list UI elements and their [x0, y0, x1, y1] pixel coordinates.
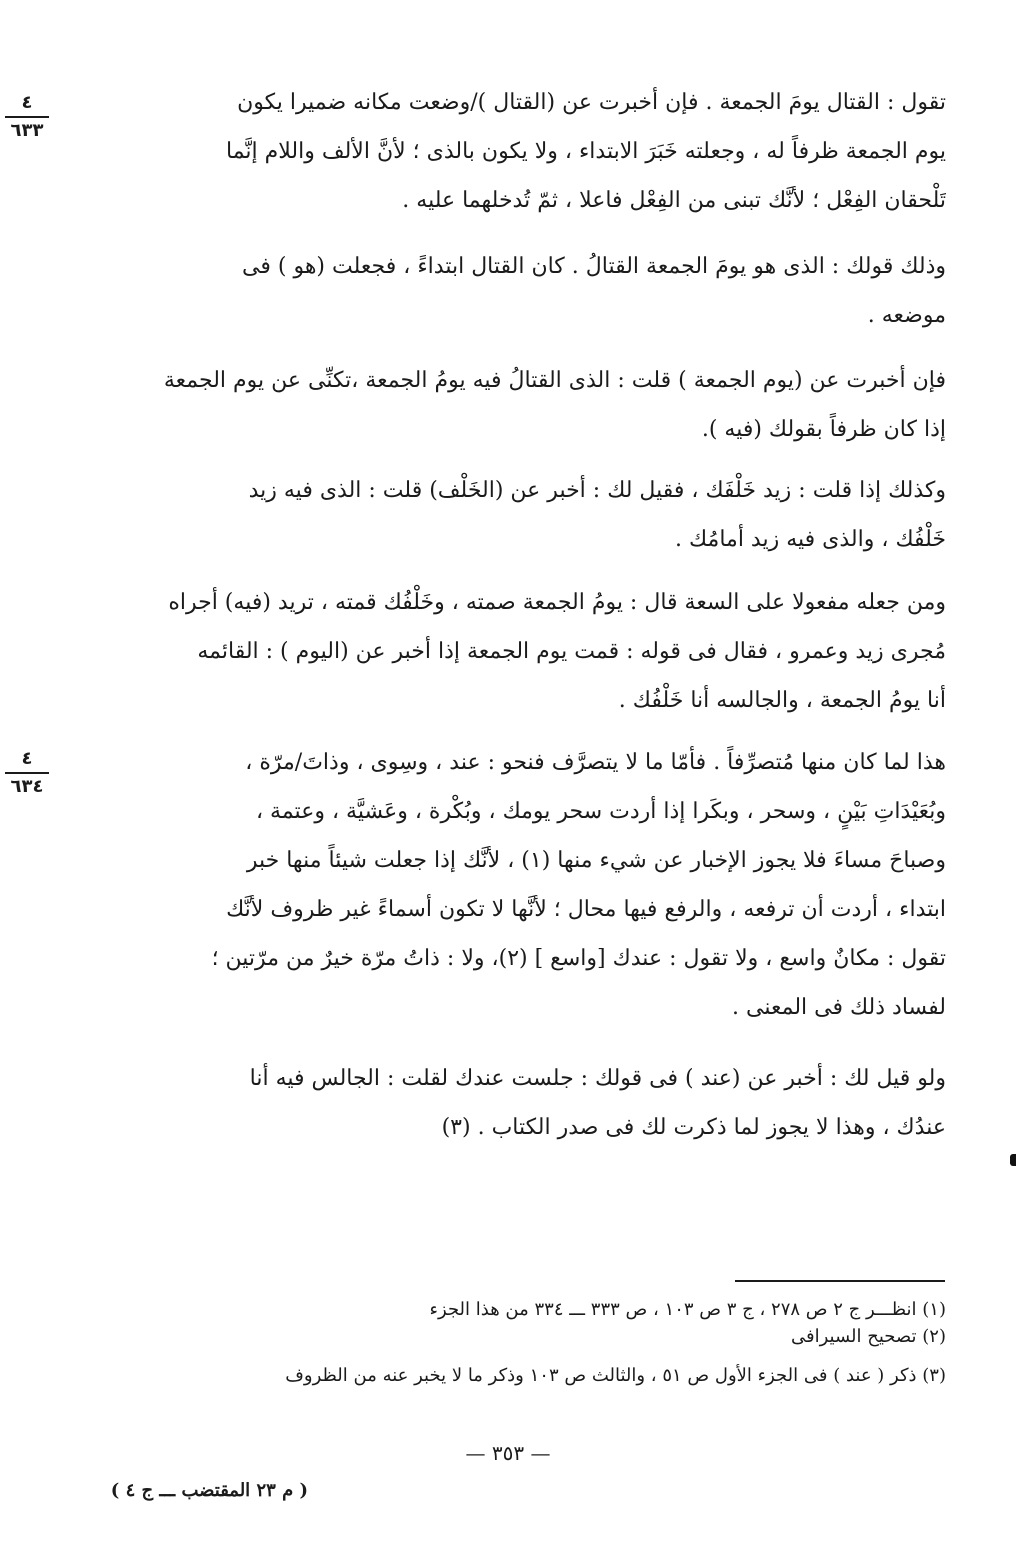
text-line: يوم الجمعة ظرفاً له ، وجعلته خَبَرَ الابتداء ، ولا يكون بالذى ؛ لأنَّ الألف واللام إنَّما	[225, 139, 946, 164]
margin-ref-page: ٦٣٤	[10, 776, 44, 797]
margin-ref-page: ٦٣٣	[10, 120, 44, 141]
text-line: ابتداء ، أردت أن ترفعه ، والرفع فيها محال ؛ لأنَّها لا تكون أسماءً غير ظروف لأنَّك	[226, 897, 946, 922]
text-line: تقول : القتال يومَ الجمعة . فإن أخبرت عن (القتال )/وضعت مكانه ضميرا يكون	[237, 90, 946, 115]
text-line: إذا كان ظرفاً بقولك (فيه ).	[701, 417, 946, 442]
text-line: أنا يومُ الجمعة ، والجالسه أنا خَلْفُك .	[618, 688, 946, 713]
text-line: وبُعَيْدَاتِ بَيْنٍ ، وسحر ، وبكَرا إذا أردت سحر يومك ، وبُكْرة ، وعَشيَّة ، وعتمة ،	[255, 799, 946, 824]
paragraph-1	[70, 78, 946, 225]
paragraph-2	[70, 242, 946, 340]
scan-edge-mark	[1010, 1154, 1016, 1166]
text-line: خَلْفُك ، والذى فيه زيد أمامُك .	[675, 527, 946, 552]
footnote-separator	[735, 1280, 945, 1282]
footnotes	[90, 1296, 946, 1389]
paragraph-7	[70, 1054, 946, 1152]
footnote-3: (٣) ذكر ( عند ) فى الجزء الأول ص ٥١ ، والثالث ص ١٠٣ وذكر ما لا يخبر عنه من الظروف	[285, 1365, 946, 1386]
text-line: مُجرى زيد وعمرو ، فقال فى قوله : قمت يوم الجمعة إذا أخبر عن (اليوم ) : القائمه	[197, 639, 946, 664]
paragraph-4	[70, 466, 946, 564]
page-number: — ٣٥٣ —	[465, 1441, 551, 1465]
text-line: فإن أخبرت عن (يوم الجمعة ) قلت : الذى القتالُ فيه يومُ الجمعة ،تكنِّى عن يوم الجمعة	[163, 368, 946, 393]
margin-reference-634	[2, 748, 52, 798]
margin-ref-volume: ٤	[21, 748, 33, 769]
footnote-2: (٢) تصحيح السيرافى	[791, 1326, 946, 1347]
margin-ref-divider	[5, 772, 49, 774]
text-line: موضعه .	[867, 303, 946, 328]
margin-reference-633	[2, 92, 52, 142]
text-line: تَلْحقان الفِعْل ؛ لأنَّك تبنى من الفِعْل فاعلا ، ثمّ تُدخلهما عليه .	[402, 188, 946, 213]
footnote-1: (١) انظـــر ج ٢ ص ٢٧٨ ، ج ٣ ص ١٠٣ ، ص ٣٣٣ ـــ ٣٣٤ من هذا الجزء	[429, 1299, 946, 1320]
text-line: وذلك قولك : الذى هو يومَ الجمعة القتالُ . كان القتال ابتداءً ، فجعلت (هو ) فى	[242, 254, 946, 279]
text-line: ومن جعله مفعولا على السعة قال : يومُ الجمعة صمته ، وخَلْفُك قمته ، تريد (فيه) أجراه	[168, 590, 946, 615]
signature-line: ( م ٢٣ المقتضب ـــ ج ٤ )	[110, 1480, 308, 1501]
text-line: وكذلك إذا قلت : زيد خَلْفَك ، فقيل لك : أخبر عن (الخَلْف) قلت : الذى فيه زيد	[248, 478, 946, 503]
paragraph-3	[70, 356, 946, 454]
text-line: هذا لما كان منها مُتصرِّفاً . فأمّا ما لا يتصرَّف فنحو : عند ، وسِوى ، وذاتَ/مرّة ،	[245, 750, 946, 775]
margin-ref-divider	[5, 116, 49, 118]
text-line: لفساد ذلك فى المعنى .	[732, 995, 946, 1020]
text-line: تقول : مكانٌ واسع ، ولا تقول : عندك [واسع ] (٢)، ولا : ذاتُ مرّة خيرٌ من مرّتين ؛	[211, 946, 946, 971]
text-line: ولو قيل لك : أخبر عن (عند ) فى قولك : جلست عندك لقلت : الجالس فيه أنا	[249, 1066, 946, 1091]
text-line: وصباحَ مساءَ فلا يجوز الإخبار عن شيء منها (١) ، لأنَّك إذا جعلت شيئاً منها خبر	[246, 848, 946, 873]
paragraph-6	[70, 738, 946, 1032]
margin-ref-volume: ٤	[21, 92, 33, 113]
text-line: عندُك ، وهذا لا يجوز لما ذكرت لك فى صدر الكتاب . (٣)	[441, 1115, 946, 1140]
paragraph-5	[70, 578, 946, 725]
